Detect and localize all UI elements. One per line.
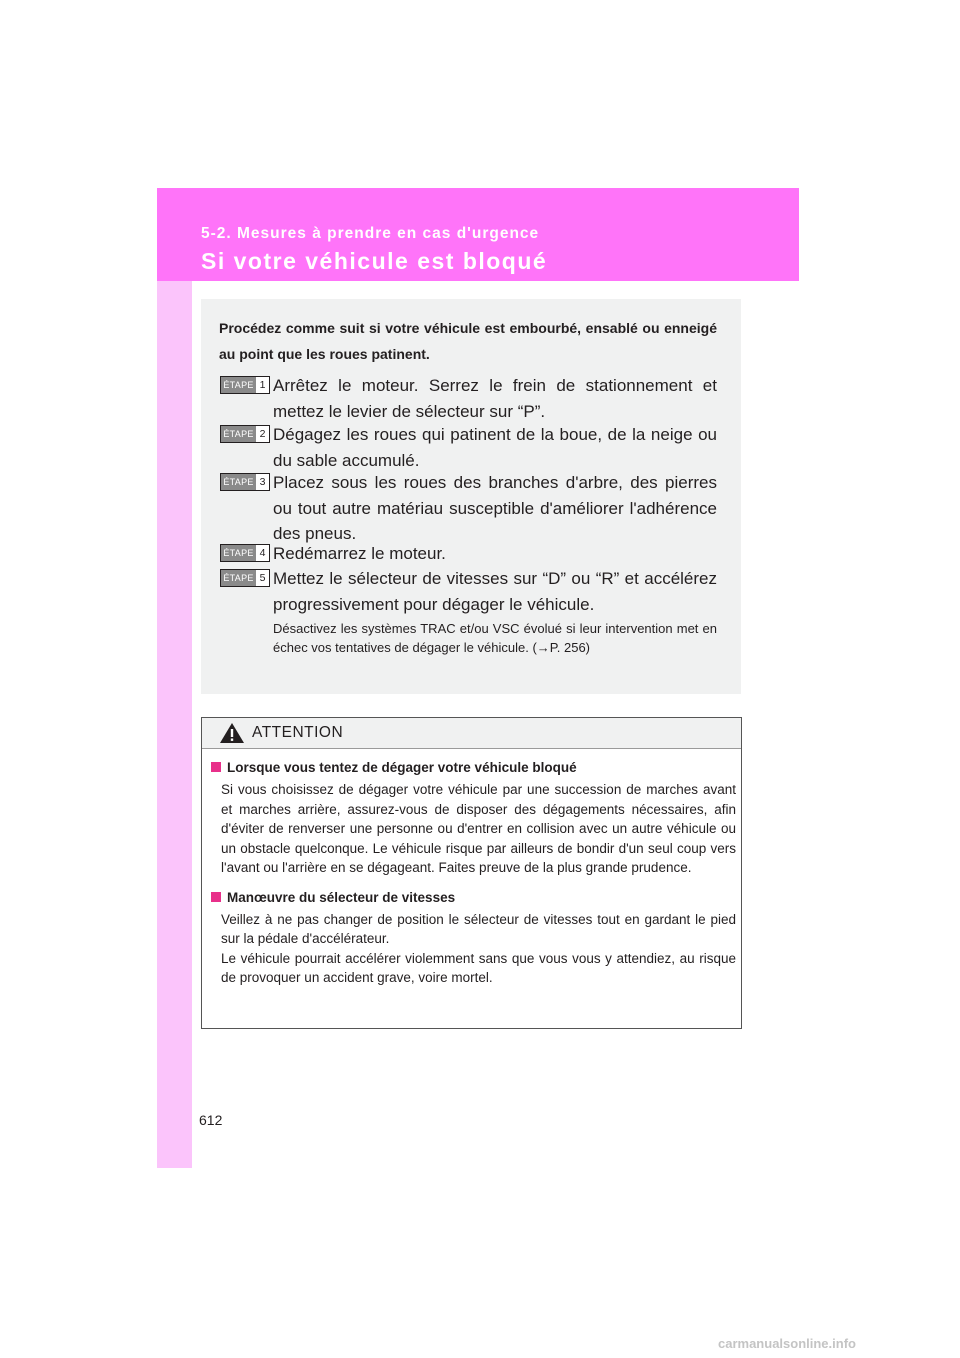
- warning-paragraph: Le véhicule pourrait accélérer violemment sans que vous vous y attendiez, au risque de provoquer un accident grave, voire mortel.: [221, 950, 736, 985]
- step-1: [220, 373, 717, 424]
- step-badge: ÉTAPE 4: [220, 544, 270, 562]
- step-text: Placez sous les roues des branches d'arbre, des pierres ou tout autre matériau susceptible d'améliorer l'adhérence des pneus.: [273, 473, 717, 543]
- step-badge: ÉTAPE 2: [220, 425, 270, 443]
- warning-heading: Lorsque vous tentez de dégager votre véhicule bloqué: [211, 758, 736, 778]
- step-note: Désactivez les systèmes TRAC et/ou VSC évolué si leur intervention met en échec vos tentatives de dégager le véhicule. (→P. 256): [273, 621, 717, 655]
- chapter-header: [157, 188, 799, 281]
- warning-heading: Manœuvre du sélecteur de vitesses: [211, 888, 736, 908]
- page-title: Si votre véhicule est bloqué: [201, 248, 548, 274]
- warning-paragraph: Si vous choisissez de dégager votre véhicule par une succession de marches avant et marches arrière, assurez-vous de disposer des dégagements nécessaires, afin d'éviter de renverser une personne ou d'entrer en collision avec un autre véhicule ou un obstacle quelconque. Le véhicule risque par ailleurs de bondir d'un seul coup vers l'avant ou l'arrière en se dégageant. Faites preuve de la plus grande prudence.: [221, 782, 736, 875]
- step-3: [220, 470, 717, 547]
- warning-paragraph: Veillez à ne pas changer de position le sélecteur de vitesses tout en gardant le pied sur la pédale d'accélérateur.: [221, 911, 736, 946]
- step-5: [220, 566, 717, 617]
- step-text: Redémarrez le moteur.: [273, 544, 446, 563]
- step-text: Dégagez les roues qui patinent de la boue, de la neige ou du sable accumulé.: [273, 425, 717, 470]
- footer-watermark: carmanualsonline.info: [718, 1336, 856, 1351]
- procedure-box: [201, 299, 741, 694]
- section-label: 5-2. Mesures à prendre en cas d'urgence: [201, 225, 540, 242]
- square-bullet-icon: [211, 892, 221, 902]
- warning-body: [211, 758, 736, 988]
- square-bullet-icon: [211, 762, 221, 772]
- side-strip: [157, 188, 192, 1168]
- step-4: [220, 541, 717, 567]
- step-text: Arrêtez le moteur. Serrez le frein de stationnement et mettez le levier de sélecteur sur “P”.: [273, 376, 717, 421]
- step-badge: ÉTAPE 1: [220, 376, 270, 394]
- step-badge: ÉTAPE 3: [220, 473, 270, 491]
- warning-box: [201, 717, 742, 1029]
- warning-label: ATTENTION: [252, 724, 344, 741]
- step-badge: ÉTAPE 5: [220, 569, 270, 587]
- intro-text: Procédez comme suit si votre véhicule est embourbé, ensablé ou enneigé au point que les roues patinent.: [219, 320, 717, 362]
- warning-header: [202, 718, 741, 749]
- warning-triangle-icon: [219, 722, 245, 744]
- step-2: [220, 422, 717, 473]
- step-text: Mettez le sélecteur de vitesses sur “D” ou “R” et accélérez progressivement pour dégager le véhicule.: [273, 569, 717, 614]
- page-number: 612: [199, 1112, 223, 1128]
